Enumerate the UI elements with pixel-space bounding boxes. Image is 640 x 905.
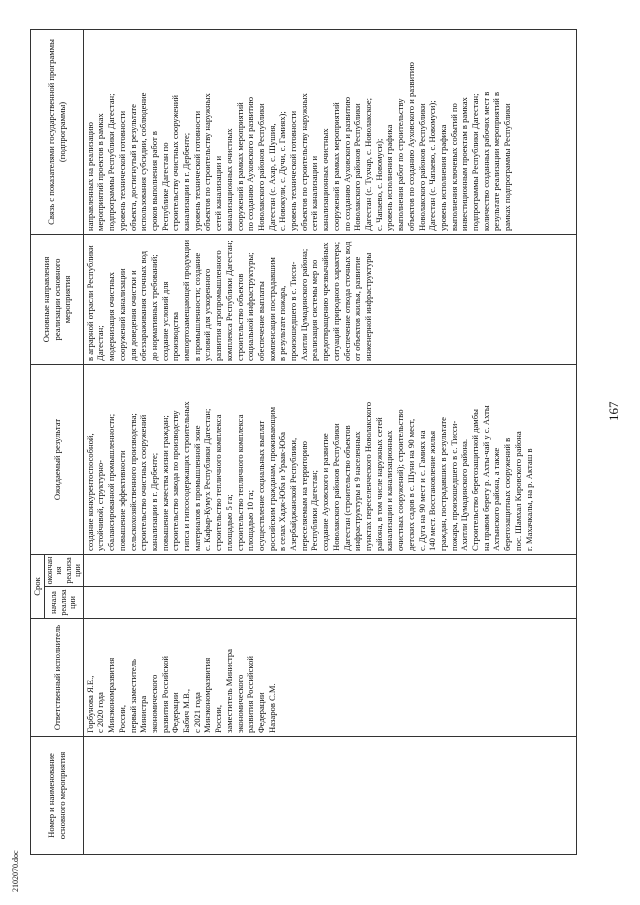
- header-term-start: начала реализации: [44, 587, 83, 619]
- cell-term-start: [83, 587, 576, 619]
- cell-number-name: [83, 737, 576, 855]
- activities-table: [30, 29, 577, 855]
- header-responsible: Ответственный исполнитель: [31, 619, 84, 737]
- document-code: 2102070.doc: [11, 850, 20, 892]
- header-indicators-link: Связь с показателями государственной программы (подпрограммы): [31, 29, 84, 234]
- table-row: [83, 29, 576, 854]
- page-number: 167: [606, 401, 621, 421]
- rotated-page-content: [30, 30, 575, 855]
- cell-indicators-link: направленных на реализацию мероприятий проектов в рамках подпрограммы Республики Дагестан; уровень технической готовности объекта, достигнутый в результате использования субсидии, соблюдение сроков выполнения работ в Республике Дагестан по строительству очистных сооружений канализации в г. Дербенте; уровень технической готовности объектов по строительству наружных сетей канализации и канализационных очистных сооружений в рамках мероприятий по созданию Ауховского и развитию Новолакского районов Республики Дагестан (с. Ахар, с. Шушия, с. Новокули, с. Дучи, с. Гамиях); уровень технической готовности объектов по строительству наружных сетей канализации и канализационных очистных сооружений в рамках мероприятий по созданию Ауховского и развитию Новолакского районов Республики Дагестан (с. Тухчар, с. Новолакское; с. Чапаево, с. Новомуси); уровень исполнения графика выполнения работ по строительству объектов по созданию Ауховского и развитию Новолакского районов Республики Дагестан (с. Чапаево, с. Новомуси); уровень исполнения графика выполнения ключевых событий по инвестиционным проектам в рамках подпрограммы Республики Дагестан; количество созданных рабочих мест в результате реализации мероприятий в рамках подпрограммы Республики: [83, 29, 576, 234]
- header-number-name: Номер и наименование основного мероприятия: [31, 737, 84, 855]
- cell-responsible: Горбунова Я.Е., с 2020 года Минэкономразвития России, первый заместитель Министра экономического развития Российской Федерации Бабич М.В., с 2021 года Минэкономразвития России, заместитель Министра экономического развития Российской Федерации Назаров С.М.: [83, 619, 576, 737]
- cell-term-end: [83, 554, 576, 586]
- header-term: Срок: [31, 554, 45, 618]
- header-row: [31, 29, 45, 854]
- header-expected-result: Ожидаемый результат: [31, 364, 84, 554]
- cell-expected-result: создание конкурентоспособной, устойчивой, структурно- сбалансированной промышленности; повышение эффективности сельскохозяйственного производства; строительство очистных сооружений канализации в г. Дербенте; повышение качества жизни граждан; строительство завода по производству гипса и гипсосодержащих строительных материалов в промышленной зоне с. Кафыр-Кумух Республики Дагестан; строительство тепличного комплекса площадью 5 га; строительство тепличного комплекса площадью 10 га; осуществление социальных выплат российским гражданам, проживающим в селах Хадж-Юба и Ураак-Юба Азербайджанской Республики, переселяемым на территорию Республики Дагестан; создание Ауховского и развитие Новолакского районов Республики Дагестан (строительство объектов инфраструктуры в 9 населенных пунктах переселенческого Новолакского района, в том числе наружных сетей канализации и канализационных очистных сооружений); строительство детских садов в с. Шуни на 90 мест, с. Дуга на 90 мест и с. Гамиях на 140 мест. Восстановление жилья граждан, пострадавших в результате пожара, произошедшего в с. Тисси- Ахитли Цумадинского района. Строительство берегозащитной дамбы на правом берегу р. Ахты-чай у с. Ахты Ахтынского района, а также берегозащитных сооружений в пос. Шамхал Кировского района г. Махачкалы, на р. Акташ в: [83, 364, 576, 554]
- cell-main-directions: в аграрной отрасли Республики Дагестан; модернизация очистных сооружений канализации для доведения очистки и обеззараживания сточных вод до нормативных требований; создание условий для производства импортозамещающей продукции в промышленности; создание условий для ускоренного развития агропромышленного комплекса Республики Дагестан; строительство объектов социальной инфраструктуры; обеспечение выплаты компенсации пострадавшим в результате пожара, произошедшего в с. Тисси- Ахитли Цумадинского района; реализация системы мер по предотвращению чрезвычайных ситуаций природного характера; обеспечение отвода сточных вод от объектов жилья, развитие инженерной инфраструктуры: [83, 234, 576, 364]
- header-term-end: окончания реализации: [44, 554, 83, 586]
- header-main-directions: Основные направления реализации основного мероприятия: [31, 234, 84, 364]
